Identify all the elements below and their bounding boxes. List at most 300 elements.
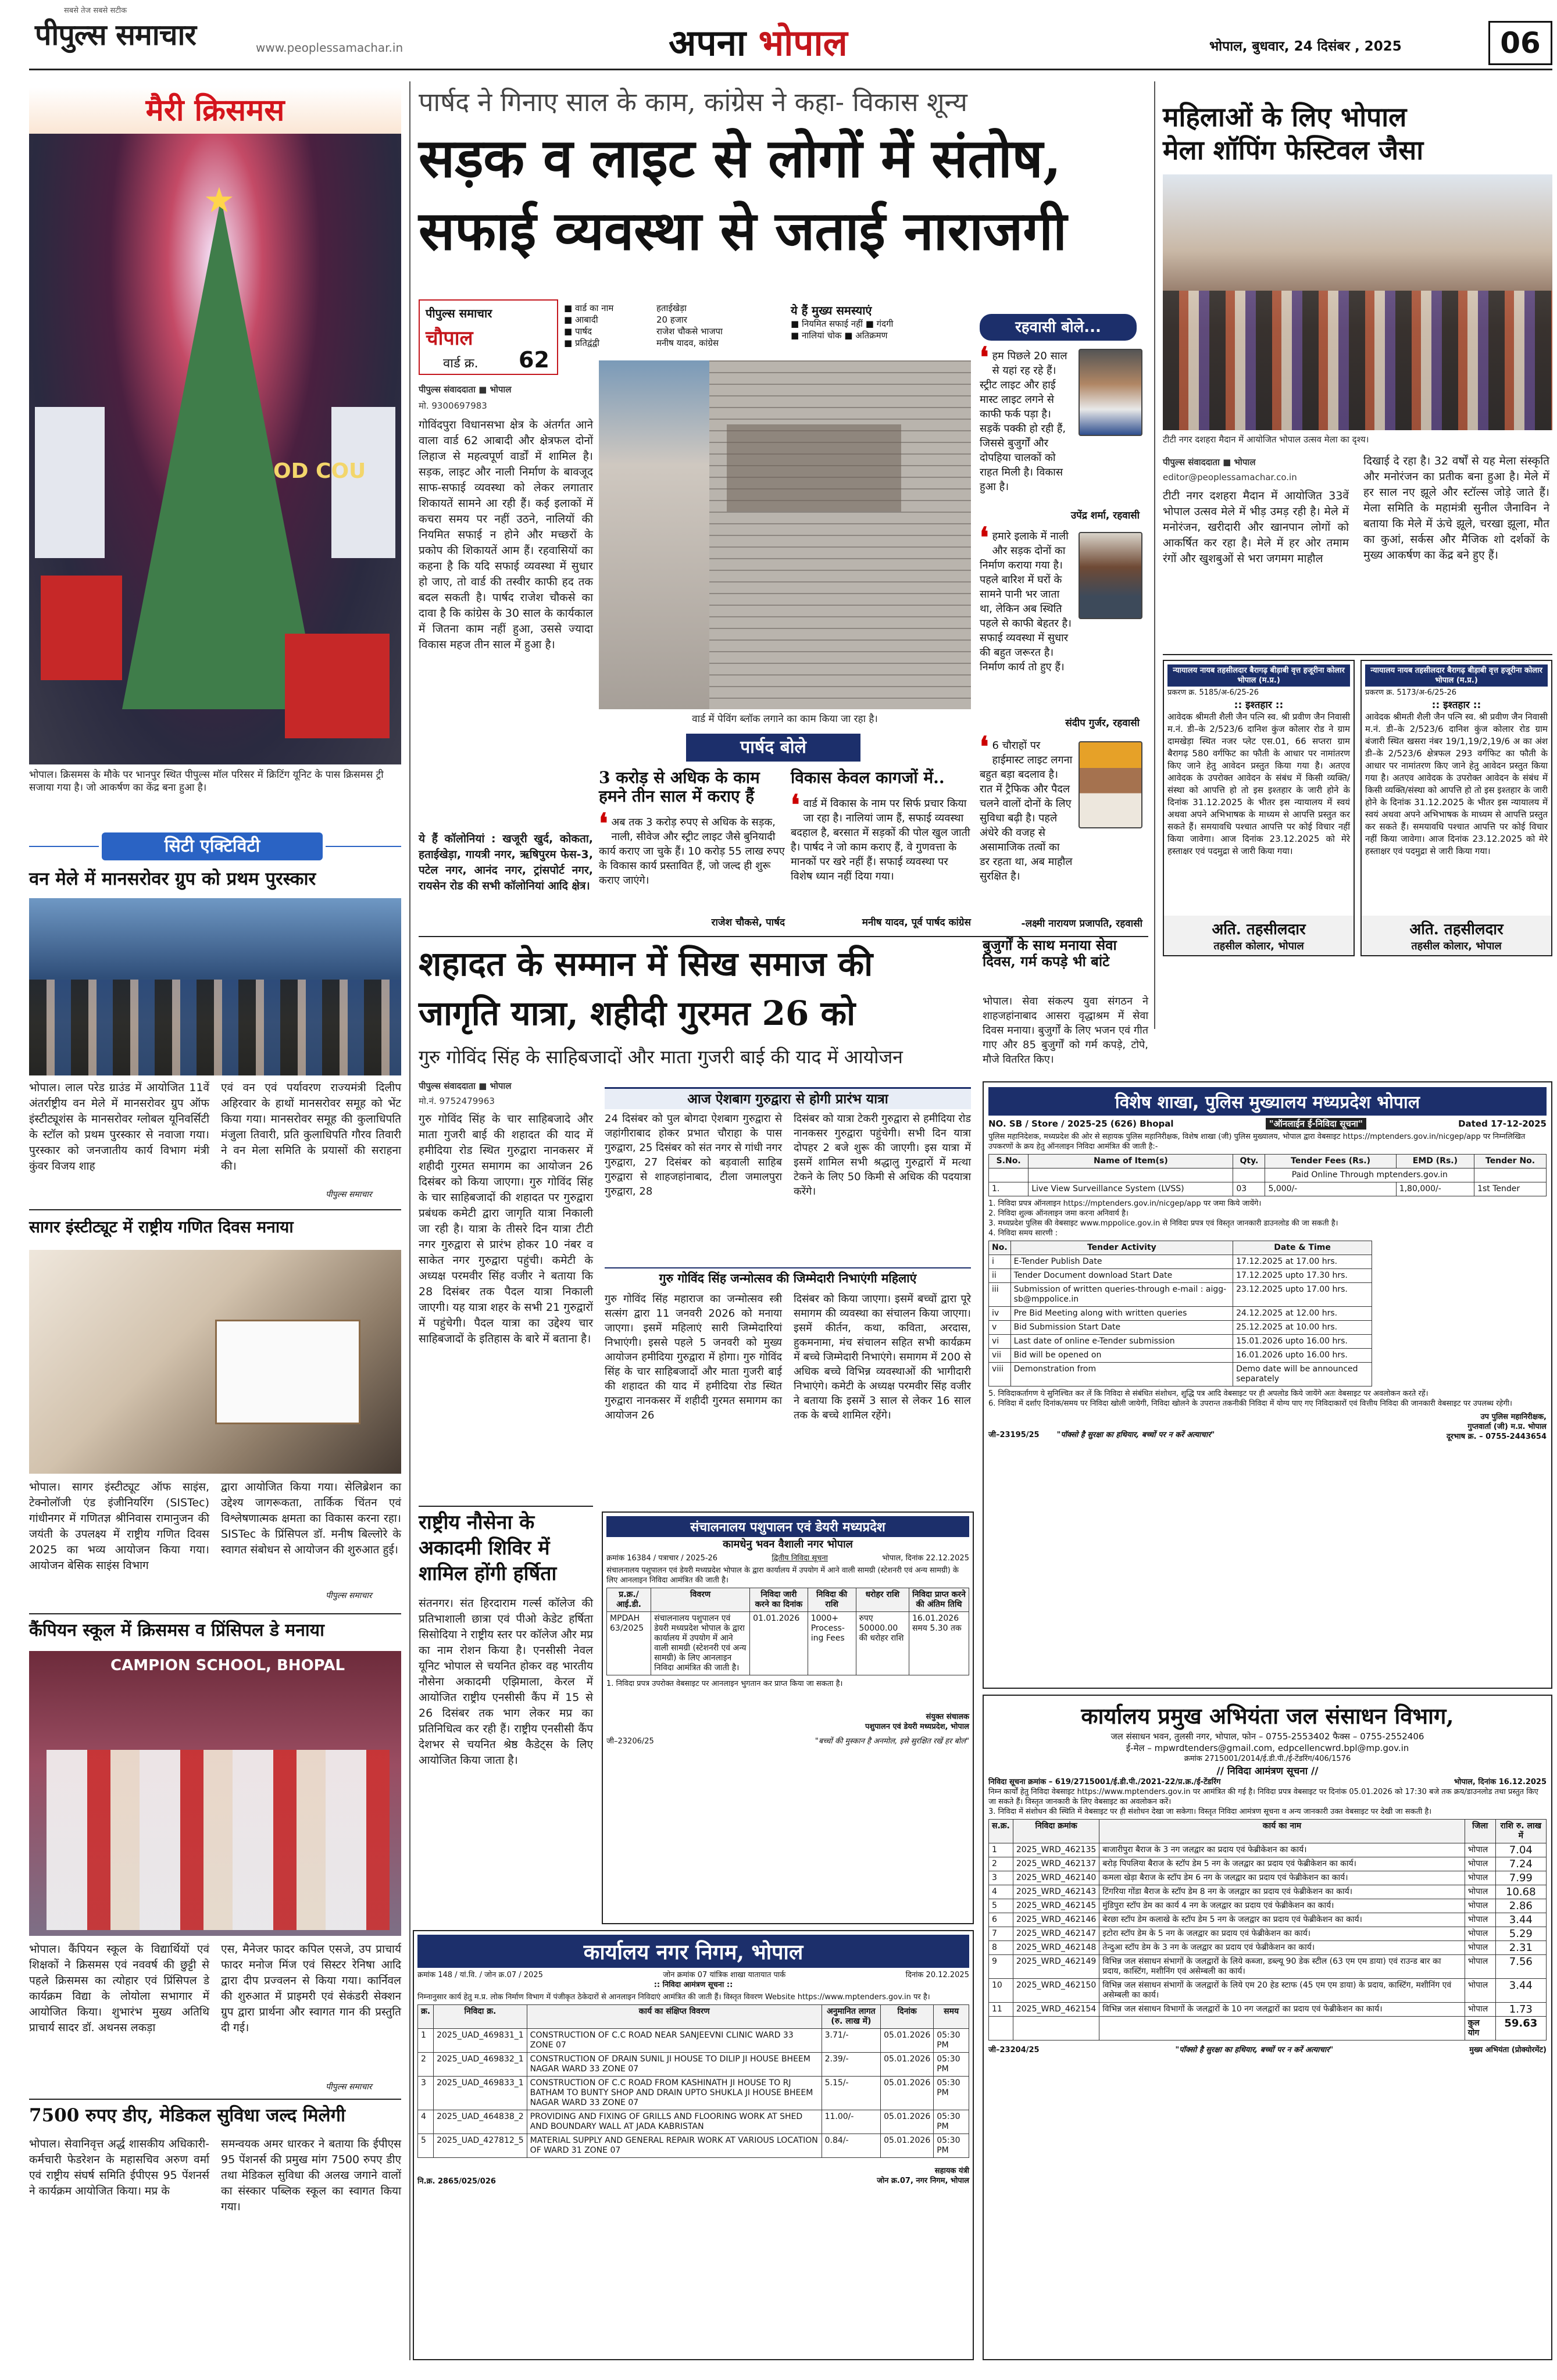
table-cell: 6	[989, 1913, 1013, 1927]
table-cell: 05.01.2026	[881, 2134, 934, 2158]
table-cell: विभिन्न जल संसाधन संभागों के जलद्वारों के लिये एम 20 हेड स्टाफ (45 एम एम डाया) के प्रदाय, कास्टिंग, मशीनिंग एवं असेम्बली का कार्य।	[1099, 1979, 1465, 2003]
resident-photo-1	[1079, 349, 1142, 436]
math-headline: सागर इंस्टीट्यूट में राष्ट्रीय गणित दिवस मनाया	[29, 1217, 294, 1237]
christmas-band	[29, 87, 401, 134]
table-cell: CONSTRUCTION OF DRAIN SUNIL JI HOUSE TO DILIP JI HOUSE BHEEM NAGAR WARD 33 ZONE 07	[527, 2053, 822, 2077]
nigam-meta: क्रमांक 148 / यां.वि. / जोन क्र.07 / 2025 जोन क्रमांक 07 यांत्रिक शाखा यातायात पार्क दिनांक 20.12.2025	[417, 1971, 969, 1979]
pashu-meta: क्रमांक 16384 / पत्राचार / 2025-26 द्वितीय निविदा सूचना भोपाल, दिनांक 22.12.2025	[606, 1554, 969, 1563]
table-cell: 2025_UAD_469832_1	[434, 2053, 527, 2077]
quote-mark-icon: ❛	[599, 807, 608, 840]
table-row	[989, 1269, 1372, 1283]
pashu-title: संचालनालय पशुपालन एवं डेयरी मध्यप्रदेश	[606, 1516, 969, 1537]
table-row	[989, 1885, 1547, 1899]
table-cell: CONSTRUCTION OF C.C ROAD FROM KASHINATH JI HOUSE TO RJ BATHAM TO BUNTY SHOP AND DRAIN UPTO SHUKLA JI HOUSE BHEEM NAGAR WARD 33 ZONE 07	[527, 2077, 822, 2110]
jal-address: जल संसाधन भवन, तुलसी नगर, भोपाल, फोन – 0755-2553402 फैक्स – 0755-2552406	[1110, 1731, 1424, 1742]
table-cell: भोपाल	[1465, 1955, 1495, 1979]
table-cell: 59.63	[1495, 2017, 1546, 2040]
table-cell: 05.01.2026	[881, 2077, 934, 2110]
table-cell: भोपाल	[1465, 1857, 1495, 1871]
table-cell: Bid Submission Start Date	[1010, 1321, 1233, 1335]
table-cell: 2025_WRD_462147	[1013, 1927, 1099, 1941]
lead-body: गोविंदपुरा विधानसभा क्षेत्र के अंतर्गत आने वाला वार्ड 62 आबादी और क्षेत्रफल दोनों लिहाज से महत्वपूर्ण वार्डों में शामिल है। सड़क, लाइट और नाली निर्माण के बावजूद साफ-सफाई व्यवस्था को लेकर लगातार शिकायतें सामने आ रही हैं। कई इलाकों में कचरा समय पर नहीं उठने, नालियों की नियमित सफाई न होने और मच्छरों के प्रकोप की शिकायतें आम हैं। रहवासियों का कहना है कि यदि सफाई व्यवस्था में सुधार हो जाए, तो वार्ड की तस्वीर काफी हद तक बदल सकती है। पार्षद राजेश चौकसे का दावा है कि कांग्रेस के 30 साल के कार्यकाल में जितना काम नहीं हुआ, उससे ज्यादा विकास महज तीन साल में हुआ है।	[419, 419, 593, 651]
table-row	[989, 1241, 1372, 1255]
resident-name-1: उपेंद्र शर्मा, रहवासी	[1070, 510, 1140, 521]
parshad-quote-2: ❛ वार्ड में विकास के नाम पर सिर्फ प्रचार किया जा रहा है। नालियां जाम हैं, सफाई व्यवस्था बदहाल है, बरसात में सड़कों की पोल खुल जाती है। पार्षद ने जो काम कराए हैं, वे गुणवत्ता के मानकों पर खरे नहीं हैं। सफाई व्यवस्था पर विशेष ध्यान नहीं दिया गया।	[791, 789, 970, 882]
table-cell: भोपाल	[1465, 1979, 1495, 2003]
table-cell: iv	[989, 1307, 1011, 1321]
navy-rule	[419, 1506, 593, 1507]
ishtihar-court: न्यायालय नायब तहसीलदार बैरागढ़ बीड़ाबी वृत्त हजूरीना कोलार भोपाल (म.प्र.)	[1167, 664, 1350, 687]
award-photo	[29, 898, 401, 1075]
table-cell: 11	[989, 2003, 1013, 2017]
table-cell: 10	[989, 1979, 1013, 2003]
table-cell: Bid will be opened on	[1010, 1349, 1233, 1363]
sikh-byline: पीपुल्स संवाददाता ■ भोपाल	[419, 1081, 512, 1091]
quote-mark-icon: ❛	[980, 521, 989, 554]
elderly-body: भोपाल। सेवा संकल्प युवा संगठन ने शाहजहांनाबाद आसरा वृद्धाश्रम में सेवा दिवस मनाया। बुजुर्गों के लिए भजन एवं गीत गाए और 85 बुजुर्गों को गर्म कपड़े, टोपे, मौजे वितरित किए।	[983, 995, 1148, 1066]
col-divider-left	[409, 81, 410, 2360]
section-title-b: भोपाल	[758, 22, 848, 64]
table-cell: 17.12.2025 at 17.00 hrs.	[1233, 1255, 1372, 1269]
campion-photo	[29, 1651, 401, 1936]
resident-quote-3: ❛ 6 चौराहों पर हाईमास्ट लाइट लगना बहुत बड़ा बदलाव है। रात में ट्रैफिक और पैदल चलने वालों दोनों के लिए सुविधा बढ़ी है। पहले अंधेरे की वजह से असामाजिक तत्वों का डर रहता था, अब माहौल सुरक्षित है।	[980, 731, 1073, 882]
parshad-name-1: राजेश चौकसे, पार्षद	[711, 917, 785, 928]
table-cell: 2025_UAD_427812_5	[434, 2134, 527, 2158]
table-header-cell: कार्य का नाम	[1099, 1820, 1465, 1843]
table-cell: 2	[989, 1857, 1013, 1871]
police-schedule-table	[988, 1241, 1372, 1386]
table-cell: Live View Surveillance System (LVSS)	[1029, 1182, 1233, 1196]
table-header-cell: जिला	[1465, 1820, 1495, 1843]
table-cell: 1.	[989, 1182, 1029, 1196]
table-header-cell: निविदा प्राप्त करने की अंतिम तिथि	[909, 1588, 969, 1612]
table-row	[989, 1363, 1372, 1386]
city-rule-2	[326, 846, 401, 847]
table-cell: 5.15/-	[822, 2077, 880, 2110]
table-header-cell: निविदा की राशि	[808, 1588, 856, 1612]
table-cell: 2025_UAD_464838_2	[434, 2110, 527, 2134]
sikh-box-2-b: दिसंबर को किया जाएगा। इसमें बच्चों द्वारा पूरे समागम की व्यवस्था का संचालन किया जाएगा। इसमें कीर्तन, कथा, कविता, अरदास, हुकमनामा, मंच संचालन सहित सभी कार्यक्रम में बच्चे जिम्मेदारी निभाएंगे। समागम में 200 से अधिक बच्चे विभिन्न व्यवस्थाओं की भागीदारी निभाएंगे। कमेटी के अध्यक्ष परमवीर सिंह वजीर ने बताया कि इसमें 3 साल से लेकर 16 साल तक के बच्चे शामिल रहेंगे।	[794, 1293, 971, 1421]
table-cell: Paid Online Through mptenders.gov.in	[1265, 1168, 1474, 1182]
table-row	[418, 2110, 969, 2134]
table-cell: 2025_WRD_462145	[1013, 1899, 1099, 1913]
table-cell: 3.44	[1495, 1979, 1546, 2003]
ishtihar-court: न्यायालय नायब तहसीलदार बैरागढ़ बीड़ाबी वृत्त हजूरीना कोलार भोपाल (म.प्र.)	[1365, 664, 1548, 687]
resident-quote-1: ❛ हम पिछले 20 साल से यहां रह रहे हैं। स्ट्रीट लाइट और हाई मास्ट लाइट लगने से काफी फर्क पड़ा है। सड़कें पक्की हो रही हैं, जिससे बुजुर्गों और दोपहिया चालकों को राहत मिली है। विकास हुआ है।	[980, 341, 1067, 493]
jal-notice: // निविदा आमंत्रण सूचना //	[1216, 1766, 1319, 1777]
campion-credit: पीपुल्स समाचार	[326, 2082, 372, 2092]
section-title-a: अपना	[669, 22, 747, 64]
lead-kicker: पार्षद ने गिनाए साल के काम, कांग्रेस ने कहा- विकास शून्य	[419, 87, 967, 117]
table-header-cell: राशि रु. लाख में	[1495, 1820, 1546, 1843]
table-cell: Demo date will be announced separately	[1233, 1363, 1372, 1386]
pashupalan-tender	[602, 1511, 974, 1924]
table-header-cell: दिनांक	[881, 2005, 934, 2029]
jal-footer: जी–23204/25 "पॉक्सो है सुरक्षा का हथियार, बच्चों पर न करें अत्याचार" मुख्य अभियंता (प्रोक्योरमेंट)	[988, 2046, 1547, 2054]
table-header-cell: Date & Time	[1233, 1241, 1372, 1255]
police-footer: जी–23195/25 "पॉक्सो है सुरक्षा का हथियार, बच्चों पर न करें अत्याचार"	[988, 1431, 1215, 1439]
police-note: 4. निविदा समय सारणी :	[988, 1229, 1058, 1238]
campion-headline: कैंपियन स्कूल में क्रिसमस व प्रिंसिपल डे मनाया	[29, 1620, 324, 1641]
pashu-sign: संयुक्त संचालक पशुपालन एवं डेयरी मध्यप्रदेश, भोपाल	[865, 1713, 969, 1731]
mela-email[interactable]: editor@peoplessamachar.co.in	[1163, 472, 1297, 483]
campion-banner: CAMPION SCHOOL, BHOPAL	[110, 1657, 345, 1674]
pashu-note: 1. निविदा प्रपत्र उपरोक्त वेबसाइट पर आनलाइन भुगतान कर प्राप्त किया जा सकता है।	[606, 1679, 843, 1688]
road-workers	[727, 424, 901, 512]
mela-headline-1: महिलाओं के लिए भोपाल	[1163, 101, 1407, 133]
mela-col2: दिखाई दे रहा है। 32 वर्षों से यह मेला संस्कृति और मनोरंजन का प्रतीक बना हुआ है। मेले में हर साल नए झूले और स्टॉल्स जोड़े जाते हैं। मेला समिति के महामंत्री सुनील जैनाविन ने बताया कि मेले में ऊंचे झूले, चरखा झूला, मौत का कुआं, सर्कस और मैजिक शो दर्शकों के मुख्य आकर्षण का केंद्र बने हुए हैं।	[1363, 455, 1549, 562]
lead-mobile: मो. 9300697983	[419, 401, 487, 411]
table-cell: 1st Tender	[1474, 1182, 1547, 1196]
city-activity-text: सिटी एक्टिविटी	[164, 836, 260, 856]
table-header-cell: Tender Activity	[1010, 1241, 1233, 1255]
sikh-headline-2: जागृति यात्रा, शहीदी गुरमत 26 को	[419, 994, 856, 1033]
resident-photo-3	[1079, 741, 1142, 828]
table-header-cell: निविदा क्रमांक	[1013, 1820, 1099, 1843]
table-row	[989, 1168, 1547, 1182]
masthead-url[interactable]: www.peoplessamachar.in	[256, 41, 403, 55]
table-row	[989, 1155, 1547, 1168]
table-cell: 01.01.2026	[750, 1612, 808, 1675]
problems	[791, 302, 983, 341]
table-cell: 3.44	[1495, 1913, 1546, 1927]
sikh-body: गुरु गोविंद सिंह के चार साहिबजादे और माता गुजरी बाई की शहादत की याद में हमीदिया रोड स्थित गुरुद्वारा नानकसर में शहीदी गुरमत समागम का आयोजन 26 दिसंबर को किया जाएगा। गुरु गोविंद सिंह के चार साहिबजादों की शहादत पर गुरुद्वारा प्रबंधक कमेटी द्वारा जागृति यात्रा निकाली जा रही है। यात्रा के तीसरे दिन यात्रा टीटी नगर गुरुद्वारा से प्रारंभ होकर 10 नंबर व साकेत नगर गुरुद्वारा पहुंची। कमेटी के अध्यक्ष परमवीर सिंह वजीर ने बताया कि 28 दिसंबर तक पैदल यात्रा निकाली जाएगी। यह यात्रा शहर के सभी 21 गुरुद्वारों में पहुंचेगी। पैदल यात्रा का उद्देश्य चार साहिबजादों के इतिहास के बारे में बताना है।	[419, 1113, 593, 1345]
parshad-quote-1: ❛ अब तक 3 करोड़ रुपए से अधिक के सड़क, नाली, सीवेज और स्ट्रीट लाइट जैसे बुनियादी कार्य कराए जा चुके हैं। 10 करोड़ 55 लाख रुपए के विकास कार्य प्रस्तावित हैं, जो जल्द ही शुरू कराए जाएंगे।	[599, 807, 785, 887]
table-header-cell: Tender Fees (Rs.)	[1265, 1155, 1396, 1168]
col-divider-right	[1154, 81, 1155, 1029]
christmas-caption: भोपाल। क्रिसमस के मौके पर भानपुर स्थित पीपुल्स मॉल परिसर में क्रिटिंग यूनिट के पास क्रिसमस ट्री सजाया गया है। जो आकर्षण का केंद्र बना हुआ है।	[29, 769, 384, 794]
table-cell: 05:30 PM	[934, 2077, 969, 2110]
christmas-tree-photo	[29, 134, 401, 764]
table-cell: 5.29	[1495, 1927, 1546, 1941]
navy-headline-3: शामिल होंगी हर्षिता	[419, 1562, 557, 1585]
table-cell: 7.99	[1495, 1871, 1546, 1885]
table-cell: टिंगरिया गोंडा बैराज के स्टॉप डेम 8 नग के जलद्वार का प्रदाय एवं फेब्रीकेशन का कार्य।	[1099, 1885, 1465, 1899]
table-cell: भोपाल	[1465, 1927, 1495, 1941]
table-cell	[1029, 1168, 1233, 1182]
parshad-head-2: विकास केवल कागजों में..	[791, 768, 945, 787]
jal-table	[988, 1819, 1547, 2040]
fact-row: ■ पार्षद राजेश चौकसे भाजपा	[564, 326, 723, 337]
paving-photo	[599, 360, 971, 709]
da-headline: 7500 रुपए डीए, मेडिकल सुविधा जल्द मिलेगी	[29, 2105, 346, 2126]
city-activity-band	[102, 832, 323, 860]
table-cell: 11.00/-	[822, 2110, 880, 2134]
table-row	[989, 1941, 1547, 1955]
table-cell: 2.86	[1495, 1899, 1546, 1913]
jal-title: कार्यालय प्रमुख अभियंता जल संसाधन विभाग,	[1081, 1703, 1454, 1729]
table-cell: 7.04	[1495, 1843, 1546, 1857]
table-cell: 2025_WRD_462148	[1013, 1941, 1099, 1955]
table-row	[989, 1979, 1547, 2003]
paving-caption: वार्ड में पेविंग ब्लॉक लगाने का काम किया जा रहा है।	[692, 713, 878, 725]
table-cell: बरोड़ पिपलिया बैराज के स्टॉप डेम 5 नग के जलद्वार का प्रदाय एवं फेब्रीकेशन का कार्य।	[1099, 1857, 1465, 1871]
navy-headline-2: अकादमी शिविर में	[419, 1536, 550, 1560]
fact-key: आबादी	[574, 315, 598, 325]
table-cell: Submission of written queries-through e-mail : aigg-sb@mppolice.in	[1010, 1283, 1233, 1307]
lead-colonies: ये हैं कॉलोनियां : खजूरी खुर्द, कोकता, हताईखेड़ा, गायत्री नगर, ऋषिपुरम फेस-3, पटेल नगर, आनंद नगर, ट्रांसपोर्ट नगर, रायसेन रोड की सभी कॉलोनियां आदि क्षेत्र।	[419, 832, 593, 892]
table-cell: 1,80,000/-	[1396, 1182, 1474, 1196]
fact-key: प्रतिद्वंद्वी	[574, 338, 600, 348]
table-cell: 2025_WRD_462149	[1013, 1955, 1099, 1979]
table-cell: 9	[989, 1955, 1013, 1979]
table-cell: Last date of online e-Tender submission	[1010, 1335, 1233, 1349]
table-header-cell: S.No.	[989, 1155, 1029, 1168]
table-row	[418, 2029, 969, 2053]
police-items-table	[988, 1154, 1547, 1196]
table-cell: रुपए 50000.00 की धरोहर राशि	[856, 1612, 909, 1675]
parshad-band	[686, 734, 860, 762]
table-cell: कुल योग	[1465, 2017, 1495, 2040]
table-row	[989, 1335, 1372, 1349]
table-cell: भोपाल	[1465, 1843, 1495, 1857]
table-cell: CONSTRUCTION OF C.C ROAD NEAR SANJEEVNI CLINIC WARD 33 ZONE 07	[527, 2029, 822, 2053]
ishtihar-body: आवेदक श्रीमती शैली जैन पत्नि स्व. श्री प्रवीण जैन निवासी म.नं. डी–के 2/523/6 दानिश कुंज कोलार रोड ने ग्राम दामखेड़ा स्थित नजर प्लेट एस.01, 66 सप्तरा ग्राम बैरागढ़ 580 वर्गफिट का फौती के आधार पर नामांतरण किए जाने हेतु आवेदन प्रस्तुत किया गया है। अतएव आवेदक के उपरोक्त आवेदन के संबंध में किसी व्यक्ति/संस्था को आपत्ति हो तो इस इश्तहार के जारी होने के दिनांक 31.12.2025 के भीतर इस न्यायालय में स्वयं अथवा अपने अभिभाषक के माध्यम से आपत्ति प्रस्तुत कर सकते हैं। समयावधि पश्चात आपत्ति पर कोई विचार नहीं किया जावेगा। आज दिनांक 23.12.2025 को मेरे हस्ताक्षर एवं पदमुद्रा से जारी किया गया।	[1167, 712, 1350, 856]
math-credit: पीपुल्स समाचार	[326, 1591, 372, 1600]
table-cell: 10.68	[1495, 1885, 1546, 1899]
table-row	[989, 1255, 1372, 1269]
castle-left	[35, 407, 105, 558]
table-cell: 4	[989, 1885, 1013, 1899]
table-cell: vi	[989, 1335, 1011, 1349]
wall-left	[599, 360, 709, 709]
table-cell	[1233, 1168, 1265, 1182]
table-row	[989, 1307, 1372, 1321]
table-cell: 5,000/-	[1265, 1182, 1396, 1196]
table-cell: 15.01.2026 upto 16.00 hrs.	[1233, 1335, 1372, 1349]
table-cell: 3	[418, 2077, 434, 2110]
police-sign: उप पुलिस महानिरीक्षक, गुप्तवार्ता (जी) म.प्र. भोपाल दूरभाष क्र. – 0755-2443654	[1446, 1413, 1547, 1441]
table-cell: 2025_UAD_469833_1	[434, 2077, 527, 2110]
table-cell: 05.01.2026	[881, 2029, 934, 2053]
table-cell: PROVIDING AND FIXING OF GRILLS AND FLOORING WORK AT SHED AND BOUNDARY WALL AT JADA KABRISTAN	[527, 2110, 822, 2134]
resident-name-3: -लक्ष्मी नारायण प्रजापति, रहवासी	[1021, 918, 1142, 930]
table-cell: 24.12.2025 at 12.00 hrs.	[1233, 1307, 1372, 1321]
campion-col1: भोपाल। कैंपियन स्कूल के विद्यार्थियों एवं शिक्षकों ने क्रिसमस एवं नववर्ष की छुट्टी से पहले क्रिसमस का त्योहार एवं प्रिंसिपल डे कार्यक्रम विद्या के लोयोला सभागार में आयोजित किया। शुभारंभ मुख्य अतिथि प्राचार्य सादर डॉ. अथनस लकड़ा	[29, 1943, 209, 2034]
navy-headline-1: राष्ट्रीय नौसेना के	[419, 1511, 535, 1534]
table-row	[989, 1955, 1547, 1979]
police-note: 5. निविदाकर्तागण ये सुनिश्चित कर लें कि निविदा से संबंधित संशोधन, शुद्धि पत्र आदि वेबसाइट पर ही अपलोड किये जायेंगे अतः वेबसाइट पर अवलोकन करते रहें।	[988, 1389, 1429, 1398]
quote-mark-icon: ❛	[980, 341, 989, 374]
table-header-cell: कार्य का संक्षिप्त विवरण	[527, 2005, 822, 2029]
chaupal-brand: पीपुल्स समाचार	[426, 306, 492, 320]
table-cell: 2025_WRD_462137	[1013, 1857, 1099, 1871]
lead-facts	[564, 302, 785, 349]
table-cell: भोपाल	[1465, 1941, 1495, 1955]
table-header-cell: Qty.	[1233, 1155, 1265, 1168]
table-row	[989, 1349, 1372, 1363]
nigam-code: नि.क्र. 2865/025/026	[417, 2177, 496, 2186]
table-cell	[989, 1168, 1029, 1182]
table-cell: 3.71/-	[822, 2029, 880, 2053]
table-header-cell: प्र.क्र./आई.डी.	[607, 1588, 651, 1612]
table-cell: Pre Bid Meeting along with written queries	[1010, 1307, 1233, 1321]
campion-rule	[29, 1613, 401, 1614]
fact-key: पार्षद	[574, 326, 592, 337]
masthead-logo[interactable]: पीपुल्स समाचार	[35, 17, 196, 52]
sign-text: OD COU	[273, 459, 366, 483]
math-photo	[29, 1250, 401, 1474]
table-cell: भोपाल	[1465, 1871, 1495, 1885]
campion-children	[47, 1750, 390, 1930]
table-header-cell: स.क्र.	[989, 1820, 1013, 1843]
pashu-table	[606, 1588, 969, 1675]
parshad-head-1: 3 करोड़ से अधिक के काम हमने तीन साल में कराए हैं	[599, 768, 760, 806]
residents-band	[980, 314, 1137, 341]
table-row	[989, 1321, 1372, 1335]
table-cell: मुंडिपुरा स्टॉप डेम का कार्य 4 नग के जलद्वार का प्रदाय एवं फेब्रीकेशन का कार्य।	[1099, 1899, 1465, 1913]
table-row	[418, 2077, 969, 2110]
tree-star-icon: ★	[203, 180, 235, 221]
table-cell: 3	[989, 1871, 1013, 1885]
chaupal-logo	[419, 299, 558, 375]
ishtihar-1	[1163, 660, 1355, 956]
police-note: 1. निविदा प्रपत्र ऑनलाइन https://mptenders.gov.in/nicgep/app पर जमा किये जायेंगे।	[988, 1199, 1262, 1208]
table-cell: 5	[418, 2134, 434, 2158]
table-cell: 2.39/-	[822, 2053, 880, 2077]
masthead-date: भोपाल, बुधवार, 24 दिसंबर , 2025	[1209, 39, 1402, 54]
nigam-sign: सहायक यंत्री जोन क्र.07, नगर निगम, भोपाल	[877, 2167, 969, 2185]
table-cell: 2025_WRD_462154	[1013, 2003, 1099, 2017]
fact-val: राजेश चौकसे भाजपा	[656, 326, 723, 337]
table-header-cell: निविदा क्र.	[434, 2005, 527, 2029]
table-cell: 1	[418, 2029, 434, 2053]
nigam-tender	[413, 1930, 974, 2360]
ishtihar-title: :: इश्तहार ::	[1234, 699, 1284, 711]
ward-number: 62	[519, 347, 549, 373]
pashu-intro: संचालनालय पशुपालन एवं डेयरी मध्यप्रदेश भोपाल के द्वारा कार्यालय में उपयोग में आने वाली सामग्री (स्टेशनरी एवं अन्य सामग्री) के लिए आनलाइन निविदा आमंत्रित की जाती है।	[606, 1566, 959, 1585]
table-cell: MATERIAL SUPPLY AND GENERAL REPAIR WORK AT VARIOUS LOCATION OF WARD 31 ZONE 07	[527, 2134, 822, 2158]
sikh-headline-1: शहादत के सम्मान में सिख समाज की	[419, 944, 873, 984]
mela-crowd	[1163, 291, 1552, 430]
sikh-mobile: मो.नं. 9752479963	[419, 1096, 495, 1106]
table-cell: iii	[989, 1283, 1011, 1307]
table-cell: 2025_WRD_462135	[1013, 1843, 1099, 1857]
table-cell: 1.73	[1495, 2003, 1546, 2017]
sikh-box-2-a: गुरु गोविंद सिंह महाराज का जन्मोत्सव स्त्री सत्संग द्वारा 11 जनवरी 2026 को मनाया जाएगा। इसमें महिलाएं सारी जिम्मेदारियां निभाएंगी। इससे पहले 5 जनवरी को मुख्य आयोजन हमीदिया गुरुद्वारा में होगा। गुरु गोविंद सिंह के चार साहिबजादों और माता गुजरी बाई की शहादत की याद में हमीदिया रोड स्थित गुरुद्वारा नानकसर में शहीदी गुरमत समागम का आयोजन 26	[605, 1293, 782, 1421]
table-cell: विभिन्न जल संसाधन विभागों के जलद्वारों के 10 नग जलद्वारों का प्रदाय एवं फेब्रीकेशन का कार्य।	[1099, 2003, 1465, 2017]
lead-byline: पीपुल्स संवाददाता ■ भोपाल	[419, 384, 512, 395]
mela-col1: टीटी नगर दशहरा मैदान में आयोजित 33वें भोपाल उत्सव मेले में भीड़ उमड़ रही है। मेले में मनोरंजन, खरीदारी और खानपान लोगों को आकर्षित कर रहा है। मेले में हर ओर तमाम रंगों और खुशबुओं से भरा जगमग माहौल	[1163, 489, 1349, 565]
table-cell: भोपाल	[1465, 2003, 1495, 2017]
table-cell	[1013, 2017, 1099, 2040]
table-header-cell: EMD (Rs.)	[1396, 1155, 1474, 1168]
table-cell: viii	[989, 1363, 1011, 1386]
math-rule	[29, 1209, 401, 1210]
fact-row: ■ आबादी 20 हजार	[564, 315, 687, 325]
fact-val: मनीष यादव, कांग्रेस	[656, 338, 719, 348]
table-row	[989, 1182, 1547, 1196]
police-note: 2. निविदा शुल्क ऑनलाइन जमा करना अनिवार्य है।	[988, 1209, 1129, 1218]
police-title: विशेष शाखा, पुलिस मुख्यालय मध्यप्रदेश भोपाल	[988, 1087, 1547, 1116]
resident-name-2: संदीप गुर्जर, रहवासी	[1065, 717, 1140, 729]
lead-headline-1: सड़क व लाइट से लोगों में संतोष,	[419, 127, 1062, 190]
problems-head: ये हैं मुख्य समस्याएं	[791, 303, 872, 317]
table-cell: 05.01.2026	[881, 2110, 934, 2134]
masthead-rule	[29, 69, 1552, 70]
table-row	[989, 1871, 1547, 1885]
table-cell: बाजारीपुरा बैराज के 3 नग जलद्वार का प्रदाय एवं फेब्रीकेशन का कार्य।	[1099, 1843, 1465, 1857]
table-cell: 2.31	[1495, 1941, 1546, 1955]
table-row	[418, 2134, 969, 2158]
table-row	[989, 1927, 1547, 1941]
ishtihar-2	[1360, 660, 1552, 956]
table-cell: कमला खेड़ा बैराज के स्टॉप डेम 6 नग के जलद्वार का प्रदाय एवं फेब्रीकेशन का कार्य।	[1099, 1871, 1465, 1885]
sikh-box-1-b: दिसंबर को यात्रा टेकरी गुरुद्वारा से हमीदिया रोड नानकसर गुरुद्वारा पहुंचेगी। सभी दिन यात्रा दोपहर 2 बजे शुरू की जाएगी। इस यात्रा में इसमें शामिल सभी श्रद्धालु गुरुद्वारों में मत्था टेकने के लिए 50 किमी से अधिक की पदयात्रा करेंगे।	[794, 1113, 971, 1198]
quote-mark-icon: ❛	[791, 789, 800, 821]
table-row	[989, 1843, 1547, 1857]
ishtihar-case: प्रकरण क्र. 5185/अ-6/25-26	[1167, 688, 1259, 697]
table-cell: Demonstration from	[1010, 1363, 1233, 1386]
table-cell: 7.24	[1495, 1857, 1546, 1871]
table-row	[989, 1820, 1547, 1843]
da-col2: समन्वयक अमर धारकर ने बताया कि ईपीएस 95 पेंशनर्स की प्रमुख मांग 7500 रुपए डीए तथा मेडिकल सुविधा की अलख जगाने वालों का संस्कार पब्लिक स्कूल का स्वागत किया गया।	[221, 2138, 401, 2213]
da-col1: भोपाल। सेवानिवृत्त अर्द्ध शासकीय अधिकारी-कर्मचारी फेडरेशन के महासचिव अरुण वर्मा एवं राष्ट्रीय संघर्ष समिति ईपीएस 95 पेंशनर्स ने कार्यक्रम आयोजित किया। मप्र के	[29, 2138, 209, 2197]
table-row	[418, 2053, 969, 2077]
table-cell: E-Tender Publish Date	[1010, 1255, 1233, 1269]
table-cell: 05:30 PM	[934, 2029, 969, 2053]
gift-box	[41, 576, 122, 680]
table-header-cell: Tender No.	[1474, 1155, 1547, 1168]
table-cell: इटोरा स्टॉप डेम के 5 नग के जलद्वार का प्रदाय एवं फेब्रीकेशन का कार्य।	[1099, 1927, 1465, 1941]
resident-quote-2: ❛ हमारे इलाके में नाली और सड़क दोनों का निर्माण कराया गया है। पहले बारिश में घरों के सामने पानी भर जाता था, लेकिन अब स्थिति पहले से काफी बेहतर है। सफाई व्यवस्था में सुधार की बहुत जरूरत है। निर्माण कार्य तो हुए हैं।	[980, 521, 1072, 673]
table-cell: 17.12.2025 upto 17.30 hrs.	[1233, 1269, 1372, 1283]
sikh-box-1-head: आज ऐशबाग गुरुद्वारा से होगी प्रारंभ यात्रा	[605, 1087, 971, 1109]
award-col1: भोपाल। लाल परेड ग्राउंड में आयोजित 11वें अंतर्राष्ट्रीय वन मेले में मानसरोवर ग्रुप ऑफ इंस्टीट्यूशंस के मानसरोवर ग्लोबल यूनिवर्सिटी के स्टॉल को प्रथम पुरस्कार से नवाजा गया। पुरस्कार को जनजातीय कार्य विभाग मंत्री कुंवर विजय शाह	[29, 1081, 209, 1173]
fact-val: हताईखेड़ा	[656, 303, 687, 313]
jal-line1: निविदा सूचना क्रमांक – 619/2715001/ई.डी.पी./2021-22/प्र.क्र./ई-टेंडरिंग भोपाल, दिनांक 16.12.2025	[988, 1778, 1547, 1786]
table-row	[607, 1612, 969, 1675]
christmas-band-text: मैरी क्रिसमस	[145, 92, 285, 128]
ishtihar-sign: अति. तहसीलदार तहसील कोलार, भोपाल	[1164, 916, 1354, 955]
table-cell: 05:30 PM	[934, 2053, 969, 2077]
chaupal-text: चौपाल	[426, 327, 473, 350]
table-cell: भोपाल	[1465, 1885, 1495, 1899]
ishtihar-rule	[1163, 654, 1552, 655]
fact-row: ■ प्रतिद्वंद्वी मनीष यादव, कांग्रेस	[564, 338, 719, 348]
table-header-cell: विवरण	[651, 1588, 750, 1612]
table-cell: 2025_WRD_462143	[1013, 1885, 1099, 1899]
jal-ref: क्रमांक 2715001/2014/ई.डी.पी./ई-टेंडरिंग/406/1576	[1184, 1754, 1351, 1763]
table-header-cell: Name of Item(s)	[1029, 1155, 1233, 1168]
ishtihar-sign: अति. तहसीलदार तहसील कोलार, भोपाल	[1362, 916, 1551, 955]
award-headline: वन मेले में मानसरोवर ग्रुप को प्रथम पुरस्कार	[29, 869, 316, 889]
ishtihar-title: :: इश्तहार ::	[1431, 699, 1481, 711]
parshad-name-2: मनीष यादव, पूर्व पार्षद कांग्रेस	[862, 917, 971, 928]
masthead-tagline: सबसे तेज सबसे सटीक	[64, 6, 127, 15]
masthead	[0, 0, 1557, 69]
ishtihar-case: प्रकरण क्र. 5173/अ-6/25-26	[1365, 688, 1456, 697]
table-cell: 23.12.2025 upto 17.00 hrs.	[1233, 1283, 1372, 1307]
table-cell: भोपाल	[1465, 1899, 1495, 1913]
table-cell: 03	[1233, 1182, 1265, 1196]
table-header-cell: No.	[989, 1241, 1011, 1255]
table-row	[418, 2005, 969, 2029]
table-cell: Tender Document download Start Date	[1010, 1269, 1233, 1283]
sikh-box-1-a: 24 दिसंबर को पुल बोगदा ऐशबाग गुरुद्वारा से जहांगीराबाद होकर प्रभात चौराहा के पास गुरुद्वारा, 25 दिसंबर को संत नगर से गांधी नगर गुरुद्वारा, 27 दिसंबर को बड़वाली साहिब गुरुद्वारा से शाहजहांनाबाद, टीला जमालपुरा गुरुद्वारा, 28	[605, 1113, 782, 1198]
table-row	[989, 1857, 1547, 1871]
police-note: 6. निविदा में दर्शाए दिनांक/समय पर निविदा खोली जायेगी, निविदा खोलने के उपरान्त तकनीकी निविदा में योग्य पाए गए निविदाकारों एवं वित्तीय निविदा की जानकारी वेबसाइट पर उपलब्ध रहेगी।	[988, 1399, 1512, 1408]
problem-item: ■ नियमित सफाई नहीं ■ गंदगी	[791, 319, 894, 329]
ishtihar-body: आवेदक श्रीमती शैली जैन पत्नि स्व. श्री प्रवीण जैन निवासी म.नं. डी–के 2/523/6 दानिश कुंज कोलार रोड ग्राम बंजारी स्थित खसरा नंबर 19/1,19/2,19/6 अ का अंश डी–के 2/523/6 क्षेत्रफल 293 वर्गफिट का फौती के आधार पर नामांतरण किए जाने हेतु आवेदन प्रस्तुत किया गया है। अतएव आवेदक के उपरोक्त आवेदन के संबंध में किसी व्यक्ति/संस्था को आपत्ति हो तो इस इश्तहार के जारी होने के दिनांक 31.12.2025 के भीतर इस न्यायालय में स्वयं अथवा अपने अभिभाषक के माध्यम से आपत्ति प्रस्तुत कर सकते हैं। समयावधि पश्चात आपत्ति पर कोई विचार नहीं किया जावेगा। आज दिनांक 23.12.2025 को मेरे हस्ताक्षर एवं पदमुद्रा से जारी किया गया।	[1365, 712, 1548, 856]
table-cell: 4	[418, 2110, 434, 2134]
nigam-title: कार्यालय नगर निगम, भोपाल	[417, 1935, 969, 1968]
table-header-cell: निविदा जारी करने का दिनांक	[750, 1588, 808, 1612]
table-cell: 8	[989, 1941, 1013, 1955]
table-row	[989, 2003, 1547, 2017]
jal-email[interactable]: ई-मेल – mpwrdtenders@gmail.com, edpcellencwrd.bpl@mp.gov.in	[1126, 1743, 1409, 1753]
page-number: 06	[1488, 21, 1552, 65]
